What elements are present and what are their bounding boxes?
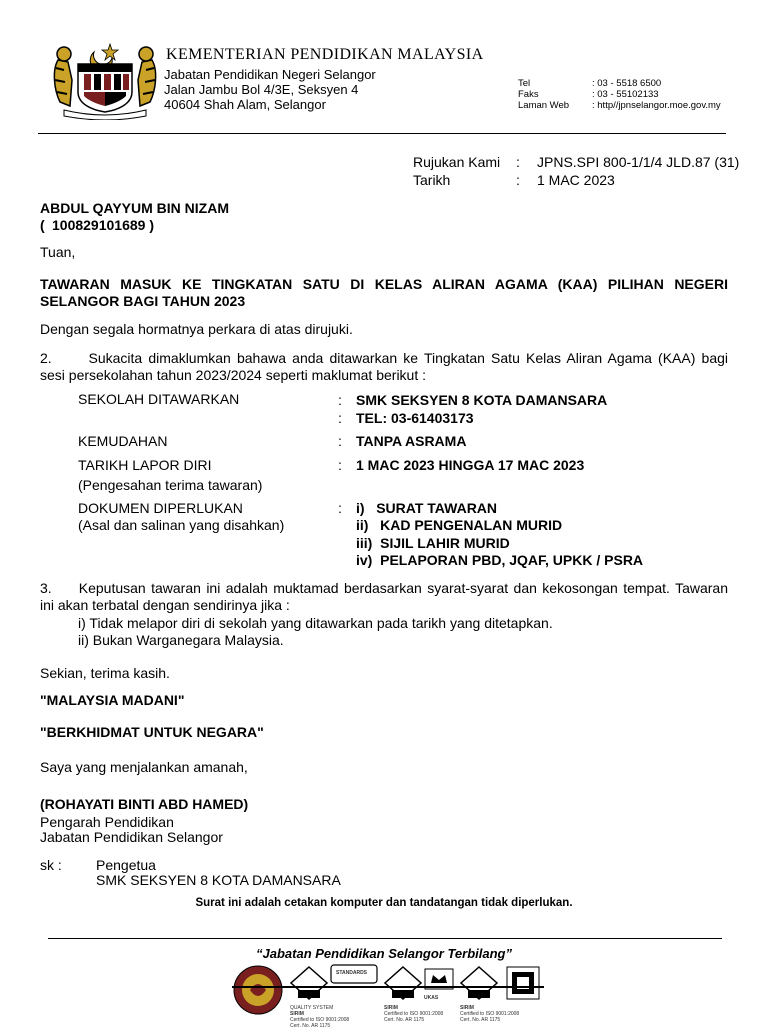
footer-motto: “Jabatan Pendidikan Selangor Terbilang” xyxy=(256,946,512,961)
cert-no: Cert. No. AR 1175 xyxy=(384,1017,425,1023)
ministry-name: KEMENTERIAN PENDIDIKAN MALAYSIA xyxy=(166,46,484,63)
sirim-quality-icon xyxy=(460,966,498,1000)
school-tel: TEL: 03-61403173 xyxy=(356,410,474,426)
doc-item: iii) SIJIL LAHIR MURID xyxy=(356,535,510,551)
ukas-label: UKAS xyxy=(424,995,439,1001)
signatory-title-1: Pengarah Pendidikan xyxy=(40,814,174,830)
colon: : xyxy=(338,410,342,426)
header-divider xyxy=(38,133,726,134)
date-label: Tarikh xyxy=(413,172,451,188)
signatory-title-2: Jabatan Pendidikan Selangor xyxy=(40,829,223,845)
school-label: SEKOLAH DITAWARKAN xyxy=(78,391,240,407)
sirim-label: SIRIM xyxy=(290,1011,304,1017)
logo-strike-line xyxy=(232,986,544,988)
subject-line-2: SELANGOR BAGI TAHUN 2023 xyxy=(40,293,246,309)
recipient-id-open: ( xyxy=(40,217,45,233)
slogan-2: "BERKHIDMAT UNTUK NEGARA" xyxy=(40,724,264,740)
ref-label: Rujukan Kami xyxy=(413,154,501,170)
slogan-1: "MALAYSIA MADANI" xyxy=(40,692,185,708)
colon: : xyxy=(338,433,342,449)
facility-value: TANPA ASRAMA xyxy=(356,433,467,449)
para-3-line-1: 3. Keputusan tawaran ini adalah muktamad berdasarkan syarat-syarat dan kekosongan tempat. Tawaran xyxy=(40,580,728,596)
sirim-label: SIRIM xyxy=(384,1005,398,1011)
department-name: Jabatan Pendidikan Negeri Selangor xyxy=(164,67,376,82)
cert-text: Certified to ISO 9001:2008 xyxy=(460,1011,520,1017)
docs-label: DOKUMEN DIPERLUKAN xyxy=(78,500,243,516)
para-2-line-2: sesi persekolahan tahun 2023/2024 seperti maklumat berikut : xyxy=(40,367,427,383)
ref-colon: : xyxy=(516,154,520,170)
doc-item: i) SURAT TAWARAN xyxy=(356,500,498,516)
coat-of-arms-icon xyxy=(50,40,160,120)
sirim-label: SIRIM xyxy=(460,1005,474,1011)
contact-label: Faks xyxy=(518,89,539,100)
colon: : xyxy=(338,392,342,408)
ref-value: JPNS.SPI 800-1/1/4 JLD.87 (31) xyxy=(537,154,740,170)
sirim-quality-icon xyxy=(384,966,422,1000)
contact-row-tel xyxy=(518,78,721,89)
address-line-2: 40604 Shah Alam, Selangor xyxy=(164,97,326,112)
report-sub-label: (Pengesahan terima tawaran) xyxy=(78,477,263,493)
cert-text: Certified to ISO 9001:2008 xyxy=(290,1017,350,1023)
para-3-line-2: ini akan terbatal dengan sendirinya jika : xyxy=(40,597,290,613)
closing-text: Sekian, terima kasih. xyxy=(40,665,170,681)
signatory-name: (ROHAYATI BINTI ABD HAMED) xyxy=(40,796,249,812)
cert-no: Cert. No. AR 1175 xyxy=(460,1017,501,1023)
date-colon: : xyxy=(516,172,520,188)
recipient-name: ABDUL QAYYUM BIN NIZAM xyxy=(40,200,230,216)
computer-generated-note: Surat ini adalah cetakan komputer dan tandatangan tidak diperlukan. xyxy=(195,897,573,909)
quality-label: QUALITY SYSTEM xyxy=(290,1005,334,1011)
para-2-line-1: 2. Sukacita dimaklumkan bahawa anda ditawarkan ke Tingkatan Satu Kelas Aliran Agama (KAA) bagi xyxy=(40,350,728,366)
date-value: 1 MAC 2023 xyxy=(537,172,615,188)
salutation: Tuan, xyxy=(40,244,76,260)
colon: : xyxy=(338,457,342,473)
report-label: TARIKH LAPOR DIRI xyxy=(78,457,212,473)
iqnet-icon xyxy=(506,966,540,1000)
cert-text: Certified to ISO 9001:2008 xyxy=(384,1011,444,1017)
contact-row-web xyxy=(518,100,721,111)
website-link[interactable]: : http//jpnselangor.moe.gov.my xyxy=(592,100,721,111)
cc-line-1: Pengetua xyxy=(96,857,156,873)
cert-no: Cert. No. AR 1175 xyxy=(290,1023,331,1029)
doc-item: iv) PELAPORAN PBD, JQAF, UPKK / PSRA xyxy=(356,552,644,568)
report-value: 1 MAC 2023 HINGGA 17 MAC 2023 xyxy=(356,457,585,473)
jpn-seal-icon xyxy=(232,964,284,1016)
colon: : xyxy=(338,500,342,516)
subject-line-1: TAWARAN MASUK KE TINGKATAN SATU DI KELAS ALIRAN AGAMA (KAA) PILIHAN NEGERI xyxy=(40,276,728,292)
sirim-quality-icon xyxy=(290,966,328,1000)
condition-item: ii) Bukan Warganegara Malaysia. xyxy=(78,632,284,648)
ukas-badge xyxy=(424,968,454,1001)
doc-item: ii) KAD PENGENALAN MURID xyxy=(356,517,563,533)
address-line-1: Jalan Jambu Bol 4/3E, Seksyen 4 xyxy=(164,82,359,97)
school-value: SMK SEKSYEN 8 KOTA DAMANSARA xyxy=(356,392,608,408)
condition-item: i) Tidak melapor diri di sekolah yang ditawarkan pada tarikh yang ditetapkan. xyxy=(78,615,553,631)
contact-block xyxy=(518,78,721,111)
standards-label: STANDARDS xyxy=(336,970,368,976)
cc-line-2: SMK SEKSYEN 8 KOTA DAMANSARA xyxy=(96,872,341,888)
cc-label: sk : xyxy=(40,857,62,873)
contact-value: : 03 - 5518 6500 xyxy=(592,78,662,89)
facility-label: KEMUDAHAN xyxy=(78,433,168,449)
contact-label: Laman Web xyxy=(518,100,570,111)
footer-divider xyxy=(48,938,722,939)
contact-row-fax xyxy=(518,89,721,100)
recipient-id: 100829101689 ) xyxy=(52,217,154,233)
contact-value: : 03 - 55102133 xyxy=(592,89,659,100)
intro-text: Dengan segala hormatnya perkara di atas dirujuki. xyxy=(40,321,353,337)
trust-text: Saya yang menjalankan amanah, xyxy=(40,759,248,775)
docs-sub-label: (Asal dan salinan yang disahkan) xyxy=(78,517,285,533)
contact-label: Tel xyxy=(518,78,531,89)
